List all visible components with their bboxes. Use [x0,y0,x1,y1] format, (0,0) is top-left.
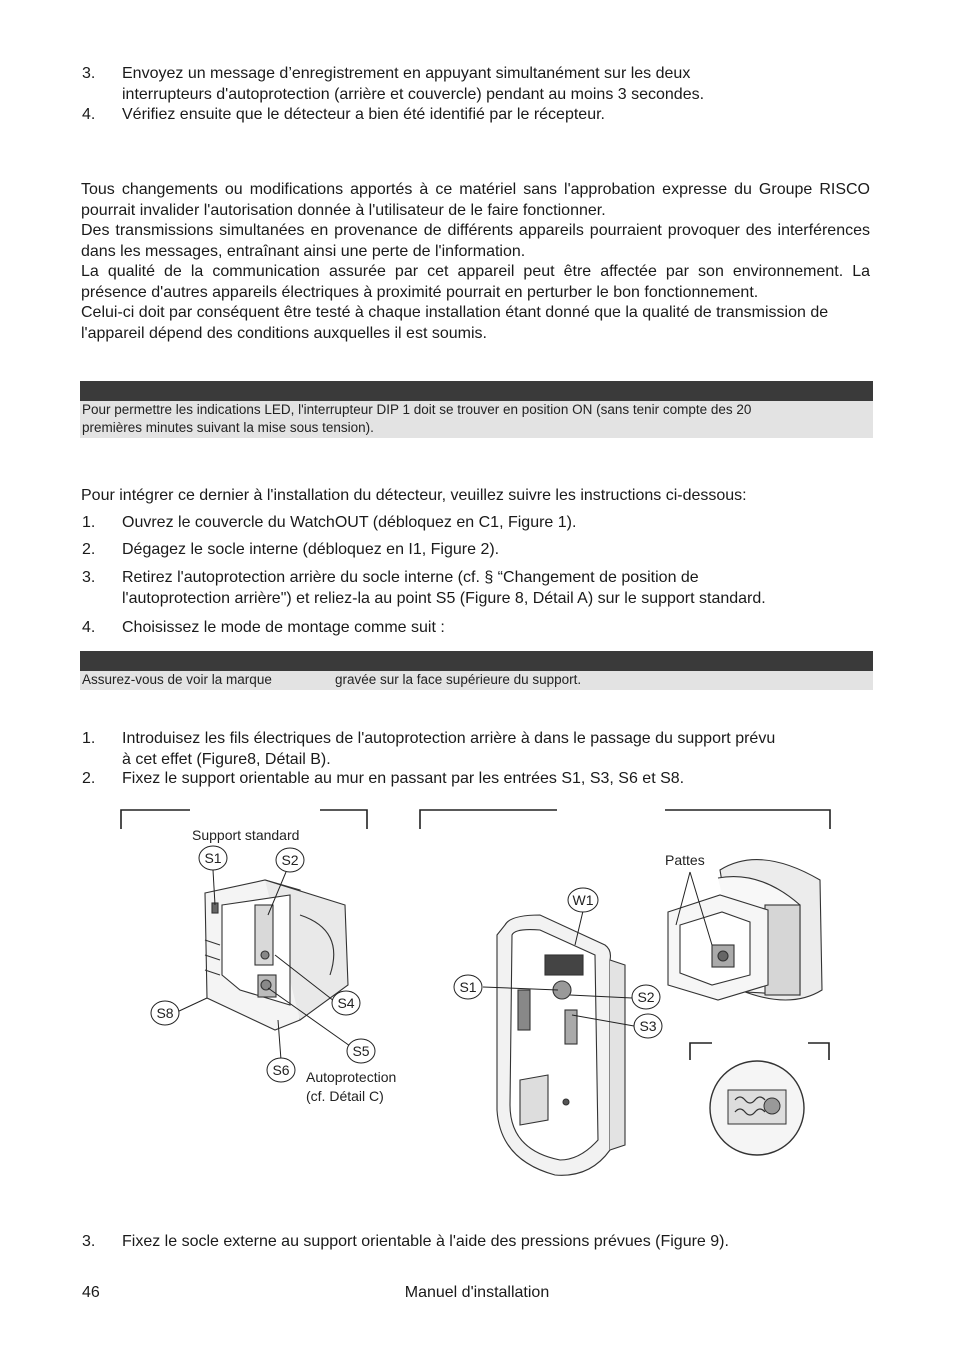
marker-w1 [568,888,598,912]
intro-text: Pour intégrer ce dernier à l'installation du détecteur, veuillez suivre les instructions ci-dessous: [81,487,747,504]
step-mid-1: 1. Ouvrez le couvercle du WatchOUT (débloquez en C1, Figure 1). [82,514,577,531]
frame-bracket [121,810,190,829]
autoprotection-ref-label: (cf. Détail C) [306,1088,384,1104]
mounting-figure [0,800,954,1190]
svg-text:S1: S1 [204,850,222,866]
paragraph-block [81,180,870,344]
marker-s2-mid [632,985,660,1009]
frame-bracket [665,810,830,829]
orientable-support-drawing [497,915,625,1175]
marker-s6 [267,1058,295,1082]
svg-text:S2: S2 [637,989,655,1005]
note-header-bar [80,651,873,671]
note-box-marque: Assurez-vous de voir la marque gravée sur la face supérieure du support. [80,671,873,690]
note-header-bar [80,381,873,401]
paragraph: Celui-ci doit par conséquent être testé à chaque installation étant donné que la qualité de transmission de l'appareil dépend des conditions auxquelles il est soumis. [81,304,829,342]
step-low-1: 1. Introduisez les fils électriques de l'autoprotection arrière à dans le passage du support prévu à cet effet (Figure8, Détail B). [82,730,776,768]
paragraph: La qualité de la communication assurée par cet appareil peut être affectée par son environnement. La présence d'autres appareils électriques à proximité pourrait en perturber le bon fonctionnement. [81,263,870,301]
svg-text:S2: S2 [281,852,299,868]
marker-s1-mid [454,975,482,999]
step-mid-4: 4. Choisissez le mode de montage comme suit : [82,619,445,636]
support-standard-label: Support standard [192,827,300,843]
marker-s3 [634,1014,662,1038]
frame-bracket [320,810,367,829]
svg-text:S6: S6 [272,1062,290,1078]
autoprotection-label: Autoprotection [306,1069,397,1085]
marker-s2-left [276,848,304,872]
step-mid-2: 2. Dégagez le socle interne (débloquez en I1, Figure 2). [82,541,500,558]
detector-bracket-drawing [668,860,822,1000]
svg-text:S4: S4 [337,995,355,1011]
marker-s4 [332,991,360,1015]
step-final-3: 3. Fixez le socle externe au support orientable à l'aide des pressions prévues (Figure 9). [82,1233,729,1250]
marker-s1-left [199,846,227,870]
page-number: 46 [82,1284,100,1301]
paragraph: Tous changements ou modifications apportés à ce matériel sans l'approbation expresse du Groupe RISCO pourrait invalider l'autorisation donnée à l'utilisateur de le faire fonctionner. [81,181,870,219]
footer-title: Manuel d'installation [404,1284,550,1301]
standard-support-drawing [205,880,348,1030]
step-top-4: 4. Vérifiez ensuite que le détecteur a bien été identifié par le récepteur. [82,106,605,123]
detail-c-drawing [710,1061,804,1155]
marker-s5 [347,1039,375,1063]
svg-text:S8: S8 [156,1005,174,1021]
svg-text:S5: S5 [352,1043,370,1059]
marker-s8 [151,1001,179,1025]
frame-bracket [420,810,557,829]
paragraph: Des transmissions simultanées en provenance de différents appareils pourraient provoquer des interférences dans les messages, entraînant ainsi une perte de l'information. [81,222,870,260]
step-top-3: 3. Envoyez un message d’enregistrement en appuyant simultanément sur les deux interrupteurs d'autoprotection (arrière et couvercle) pendant au moins 3 secondes. [82,65,705,103]
svg-text:S3: S3 [639,1018,657,1034]
note-box-led: Pour permettre les indications LED, l'interrupteur DIP 1 doit se trouver en position ON (sans tenir compte des 20 premières minutes suivant la mise sous tension). [80,401,873,438]
frame-bracket [808,1043,829,1060]
svg-text:S1: S1 [459,979,477,995]
pattes-label: Pattes [665,852,705,868]
step-low-2: 2. Fixez le support orientable au mur en passant par les entrées S1, S3, S6 et S8. [82,770,685,787]
step-mid-3: 3. Retirez l'autoprotection arrière du socle interne (cf. § “Changement de position de l'autoprotection arrière") et reliez-la au point S5 (Figure 8, Détail A) sur le support standard. [82,569,766,607]
svg-text:W1: W1 [572,892,594,908]
frame-bracket [690,1043,712,1060]
